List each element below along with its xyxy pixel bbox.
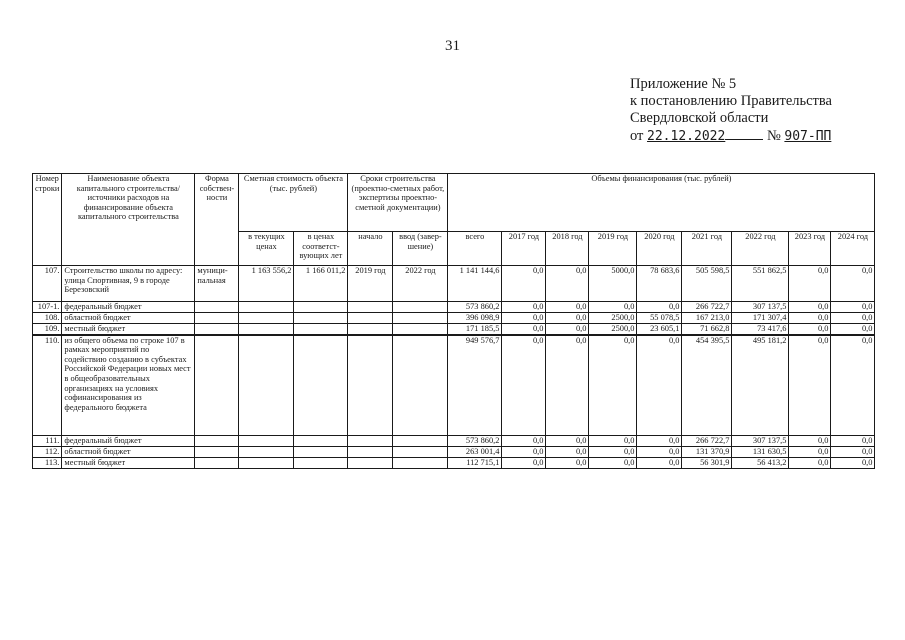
appendix-header xyxy=(630,76,832,145)
year-value-cell: 0,0 xyxy=(831,335,875,436)
cost-years-cell xyxy=(294,335,348,436)
table-row xyxy=(33,458,875,469)
year-value-cell: 55 078,5 xyxy=(637,313,682,324)
cost-current-cell: 1 163 556,2 xyxy=(239,266,294,302)
cost-current-cell xyxy=(239,447,294,458)
year-value-cell: 0,0 xyxy=(637,335,682,436)
decree-date: 22.12.2022 xyxy=(647,129,726,144)
finish-cell xyxy=(393,313,448,324)
start-cell xyxy=(348,313,393,324)
total-cell: 396 098,9 xyxy=(448,313,502,324)
ownership-form-cell xyxy=(195,447,239,458)
year-value-cell: 0,0 xyxy=(502,266,546,302)
year-value-cell: 0,0 xyxy=(637,458,682,469)
date-underline xyxy=(725,127,763,140)
cost-years-cell xyxy=(294,436,348,447)
header-financing-volume: Объемы финансирования (тыс. рублей) xyxy=(448,174,875,232)
year-value-cell: 0,0 xyxy=(831,324,875,335)
financing-table xyxy=(32,173,875,469)
object-name-cell: местный бюджет xyxy=(62,324,195,335)
year-value-cell: 23 605,1 xyxy=(637,324,682,335)
year-value-cell: 0,0 xyxy=(502,436,546,447)
cost-years-cell xyxy=(294,458,348,469)
header-row-number: Номер строки xyxy=(33,174,62,266)
year-value-cell: 131 630,5 xyxy=(732,447,789,458)
object-name-cell: областной бюджет xyxy=(62,447,195,458)
cost-current-cell xyxy=(239,302,294,313)
start-cell xyxy=(348,324,393,335)
year-value-cell: 56 413,2 xyxy=(732,458,789,469)
header-construction-terms: Сроки строительства (проектно-сметных работ, экспертизы проектно-сметной документации) xyxy=(348,174,448,232)
row-number-cell: 107. xyxy=(33,266,62,302)
header-year: 2022 год xyxy=(732,232,789,266)
header-year: 2017 год xyxy=(502,232,546,266)
row-number-cell: 113. xyxy=(33,458,62,469)
finish-cell xyxy=(393,447,448,458)
header-year: 2018 год xyxy=(546,232,589,266)
object-name-cell: федеральный бюджет xyxy=(62,302,195,313)
year-value-cell: 56 301,9 xyxy=(682,458,732,469)
ownership-form-cell xyxy=(195,302,239,313)
year-value-cell: 167 213,0 xyxy=(682,313,732,324)
finish-cell xyxy=(393,458,448,469)
header-year: 2019 год xyxy=(589,232,637,266)
year-value-cell: 0,0 xyxy=(831,302,875,313)
table-row xyxy=(33,313,875,324)
header-cost-years: в ценах соответст-вующих лет xyxy=(294,232,348,266)
year-value-cell: 0,0 xyxy=(546,302,589,313)
table-row xyxy=(33,447,875,458)
row-number-cell: 107-1. xyxy=(33,302,62,313)
year-value-cell: 0,0 xyxy=(546,324,589,335)
year-value-cell: 495 181,2 xyxy=(732,335,789,436)
header-year: 2023 год xyxy=(789,232,831,266)
year-value-cell: 2500,0 xyxy=(589,313,637,324)
appendix-date-line xyxy=(630,127,832,145)
table-row xyxy=(33,335,875,436)
cost-years-cell xyxy=(294,324,348,335)
header-year: 2020 год xyxy=(637,232,682,266)
ownership-form-cell xyxy=(195,335,239,436)
table-row xyxy=(33,324,875,335)
cost-current-cell xyxy=(239,458,294,469)
year-value-cell: 551 862,5 xyxy=(732,266,789,302)
year-value-cell: 5000,0 xyxy=(589,266,637,302)
header-cost-current: в текущих ценах xyxy=(239,232,294,266)
appendix-line-region: Свердловской области xyxy=(630,110,769,126)
year-value-cell: 0,0 xyxy=(546,335,589,436)
header-ownership-form: Форма собствен-ности xyxy=(195,174,239,266)
year-value-cell: 0,0 xyxy=(502,302,546,313)
year-value-cell: 2500,0 xyxy=(589,324,637,335)
total-cell: 263 001,4 xyxy=(448,447,502,458)
total-cell: 171 185,5 xyxy=(448,324,502,335)
start-cell xyxy=(348,458,393,469)
year-value-cell: 0,0 xyxy=(831,266,875,302)
year-value-cell: 0,0 xyxy=(502,313,546,324)
object-name-cell: местный бюджет xyxy=(62,458,195,469)
total-cell: 1 141 144,6 xyxy=(448,266,502,302)
year-value-cell: 131 370,9 xyxy=(682,447,732,458)
start-cell: 2019 год xyxy=(348,266,393,302)
header-object-name: Наименование объекта капитального строительства/ источники расходов на финансирование объекта капитального строительства xyxy=(62,174,195,266)
row-number-cell: 108. xyxy=(33,313,62,324)
year-value-cell: 0,0 xyxy=(589,302,637,313)
object-name-cell: областной бюджет xyxy=(62,313,195,324)
cost-years-cell xyxy=(294,447,348,458)
header-total: всего xyxy=(448,232,502,266)
year-value-cell: 0,0 xyxy=(789,266,831,302)
year-value-cell: 0,0 xyxy=(831,313,875,324)
table-row xyxy=(33,302,875,313)
finish-cell xyxy=(393,436,448,447)
year-value-cell: 0,0 xyxy=(589,447,637,458)
year-value-cell: 0,0 xyxy=(789,436,831,447)
start-cell xyxy=(348,335,393,436)
header-finish: ввод (завер-шение) xyxy=(393,232,448,266)
table-row xyxy=(33,266,875,302)
decree-number: 907-ПП xyxy=(784,129,832,144)
year-value-cell: 266 722,7 xyxy=(682,302,732,313)
year-value-cell: 0,0 xyxy=(789,458,831,469)
year-value-cell: 0,0 xyxy=(831,447,875,458)
header-year: 2021 год xyxy=(682,232,732,266)
year-value-cell: 0,0 xyxy=(637,436,682,447)
year-value-cell: 0,0 xyxy=(789,324,831,335)
year-value-cell: 307 137,5 xyxy=(732,436,789,447)
page-number: 31 xyxy=(445,38,460,54)
ownership-form-cell: муници-пальная xyxy=(195,266,239,302)
year-value-cell: 73 417,6 xyxy=(732,324,789,335)
total-cell: 949 576,7 xyxy=(448,335,502,436)
cost-current-cell xyxy=(239,436,294,447)
year-value-cell: 0,0 xyxy=(502,458,546,469)
date-prefix: от xyxy=(630,128,644,144)
total-cell: 573 860,2 xyxy=(448,302,502,313)
appendix-line-decree: к постановлению Правительства xyxy=(630,93,832,109)
row-number-cell: 112. xyxy=(33,447,62,458)
year-value-cell: 0,0 xyxy=(546,436,589,447)
finish-cell xyxy=(393,302,448,313)
ownership-form-cell xyxy=(195,458,239,469)
number-prefix: № xyxy=(766,128,781,144)
year-value-cell: 307 137,5 xyxy=(732,302,789,313)
year-value-cell: 0,0 xyxy=(589,335,637,436)
finish-cell xyxy=(393,324,448,335)
year-value-cell: 0,0 xyxy=(789,335,831,436)
year-value-cell: 0,0 xyxy=(502,324,546,335)
year-value-cell: 171 307,4 xyxy=(732,313,789,324)
year-value-cell: 71 662,8 xyxy=(682,324,732,335)
finish-cell: 2022 год xyxy=(393,266,448,302)
table-row xyxy=(33,436,875,447)
cost-years-cell: 1 166 011,2 xyxy=(294,266,348,302)
object-name-cell: из общего объема по строке 107 в рамках мероприятий по содействию созданию в субъектах Российской Федерации новых мест в общеобразовательных организациях на условиях софинансирования из федерального бюджета xyxy=(62,335,195,436)
year-value-cell: 0,0 xyxy=(502,335,546,436)
header-start: начало xyxy=(348,232,393,266)
year-value-cell: 78 683,6 xyxy=(637,266,682,302)
start-cell xyxy=(348,447,393,458)
year-value-cell: 0,0 xyxy=(637,302,682,313)
year-value-cell: 0,0 xyxy=(589,436,637,447)
row-number-cell: 109. xyxy=(33,324,62,335)
header-estimated-cost: Сметная стоимость объекта (тыс. рублей) xyxy=(239,174,348,232)
object-name-cell: Строительство школы по адресу: улица Спортивная, 9 в городе Березовский xyxy=(62,266,195,302)
year-value-cell: 454 395,5 xyxy=(682,335,732,436)
year-value-cell: 0,0 xyxy=(546,313,589,324)
year-value-cell: 0,0 xyxy=(502,447,546,458)
start-cell xyxy=(348,302,393,313)
ownership-form-cell xyxy=(195,436,239,447)
start-cell xyxy=(348,436,393,447)
year-value-cell: 0,0 xyxy=(637,447,682,458)
year-value-cell: 0,0 xyxy=(546,447,589,458)
ownership-form-cell xyxy=(195,313,239,324)
total-cell: 112 715,1 xyxy=(448,458,502,469)
cost-years-cell xyxy=(294,302,348,313)
year-value-cell: 0,0 xyxy=(831,458,875,469)
year-value-cell: 0,0 xyxy=(589,458,637,469)
row-number-cell: 111. xyxy=(33,436,62,447)
finish-cell xyxy=(393,335,448,436)
cost-current-cell xyxy=(239,335,294,436)
cost-current-cell xyxy=(239,313,294,324)
year-value-cell: 0,0 xyxy=(546,266,589,302)
cost-years-cell xyxy=(294,313,348,324)
year-value-cell: 0,0 xyxy=(789,302,831,313)
row-number-cell: 110. xyxy=(33,335,62,436)
year-value-cell: 0,0 xyxy=(831,436,875,447)
year-value-cell: 505 598,5 xyxy=(682,266,732,302)
total-cell: 573 860,2 xyxy=(448,436,502,447)
year-value-cell: 0,0 xyxy=(789,447,831,458)
table-header-row-1 xyxy=(33,174,875,232)
year-value-cell: 0,0 xyxy=(789,313,831,324)
ownership-form-cell xyxy=(195,324,239,335)
year-value-cell: 266 722,7 xyxy=(682,436,732,447)
header-year: 2024 год xyxy=(831,232,875,266)
year-value-cell: 0,0 xyxy=(546,458,589,469)
object-name-cell: федеральный бюджет xyxy=(62,436,195,447)
cost-current-cell xyxy=(239,324,294,335)
appendix-title: Приложение № 5 xyxy=(630,76,737,92)
